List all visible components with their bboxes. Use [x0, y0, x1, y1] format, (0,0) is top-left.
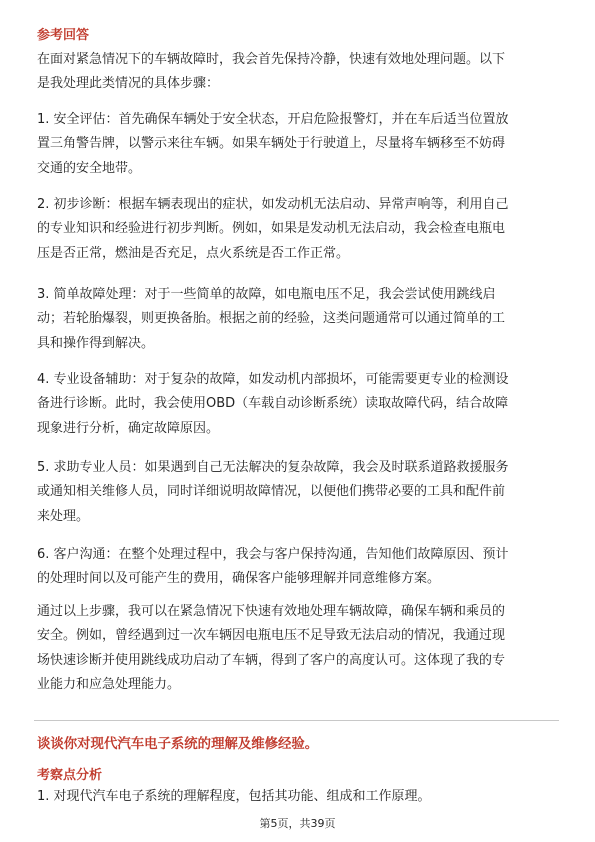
paragraph-line: 是我处理此类情况的具体步骤： [37, 76, 220, 92]
intro-paragraph [37, 48, 559, 97]
paragraph-line: 2. 初步诊断：根据车辆表现出的症状，如发动机无法启动、异常声响等，利用自己 [37, 197, 509, 212]
analysis-list [37, 785, 559, 809]
paragraph-line: 在面对紧急情况下的车辆故障时，我会首先保持冷静，快速有效地处理问题。以下 [37, 52, 506, 67]
paragraph-line: 或通知相关维修人员，同时详细说明故障情况，以便他们携带必要的工具和配件前 [37, 484, 506, 500]
paragraph-line: 备进行诊断。此时，我会使用OBD（车载自动诊断系统）读取故障代码，结合故障 [37, 396, 509, 412]
step-4-paragraph [37, 368, 559, 441]
step-5-paragraph [37, 456, 559, 529]
paragraph-line: 动；若轮胎爆裂，则更换备胎。根据之前的经验，这类问题通常可以通过简单的工 [37, 311, 506, 327]
answer-heading: 参考回答 [37, 28, 90, 43]
next-question: 谈谈你对现代汽车电子系统的理解及维修经验。 [37, 737, 319, 752]
paragraph-line: 的专业知识和经验进行初步判断。例如，如果是发动机无法启动，我会检查电瓶电 [37, 221, 506, 237]
paragraph-line: 5. 求助专业人员：如果遇到自己无法解决的复杂故障，我会及时联系道路救援服务 [37, 460, 509, 475]
paragraph-line: 场快速诊断并使用跳线成功启动了车辆，得到了客户的高度认可。这体现了我的专 [37, 652, 506, 668]
paragraph-line: 3. 简单故障处理：对于一些简单的故障，如电瓶电压不足，我会尝试使用跳线启 [37, 287, 496, 302]
page-footer: 第5页，共39页 [259, 817, 336, 830]
paragraph-line: 6. 客户沟通：在整个处理过程中，我会与客户保持沟通，告知他们故障原因、预计 [37, 547, 509, 562]
step-6-paragraph [37, 543, 559, 592]
paragraph-line: 现象进行分析，确定故障原因。 [37, 420, 220, 436]
paragraph-line: 4. 专业设备辅助：对于复杂的故障，如发动机内部损坏，可能需要更专业的检测设 [37, 372, 509, 387]
step-2-paragraph [37, 193, 559, 266]
summary-paragraph [37, 600, 559, 698]
paragraph-line: 来处理。 [37, 508, 90, 524]
step-3-paragraph [37, 283, 559, 356]
paragraph-line: 安全。例如，曾经遇到过一次车辆因电瓶电压不足导致无法启动的情况，我通过现 [37, 628, 506, 644]
section-divider [34, 720, 559, 721]
paragraph-line: 1. 安全评估：首先确保车辆处于安全状态，开启危险报警灯，并在车后适当位置放 [37, 112, 509, 127]
paragraph-line: 交通的安全地带。 [37, 160, 142, 176]
analysis-point: 1. 对现代汽车电子系统的理解程度，包括其功能、组成和工作原理。 [37, 789, 431, 804]
paragraph-line: 具和操作得到解决。 [37, 335, 155, 351]
paragraph-line: 通过以上步骤，我可以在紧急情况下快速有效地处理车辆故障，确保车辆和乘员的 [37, 604, 506, 619]
paragraph-line: 业能力和应急处理能力。 [37, 677, 181, 693]
paragraph-line: 压是否正常，燃油是否充足，点火系统是否工作正常。 [37, 245, 350, 261]
paragraph-line: 置三角警告牌，以警示来往车辆。如果车辆处于行驶道上，尽量将车辆移至不妨碍 [37, 136, 506, 152]
step-1-paragraph [37, 108, 559, 181]
paragraph-line: 的处理时间以及可能产生的费用，确保客户能够理解并同意维修方案。 [37, 571, 441, 587]
analysis-heading: 考察点分析 [37, 768, 103, 783]
